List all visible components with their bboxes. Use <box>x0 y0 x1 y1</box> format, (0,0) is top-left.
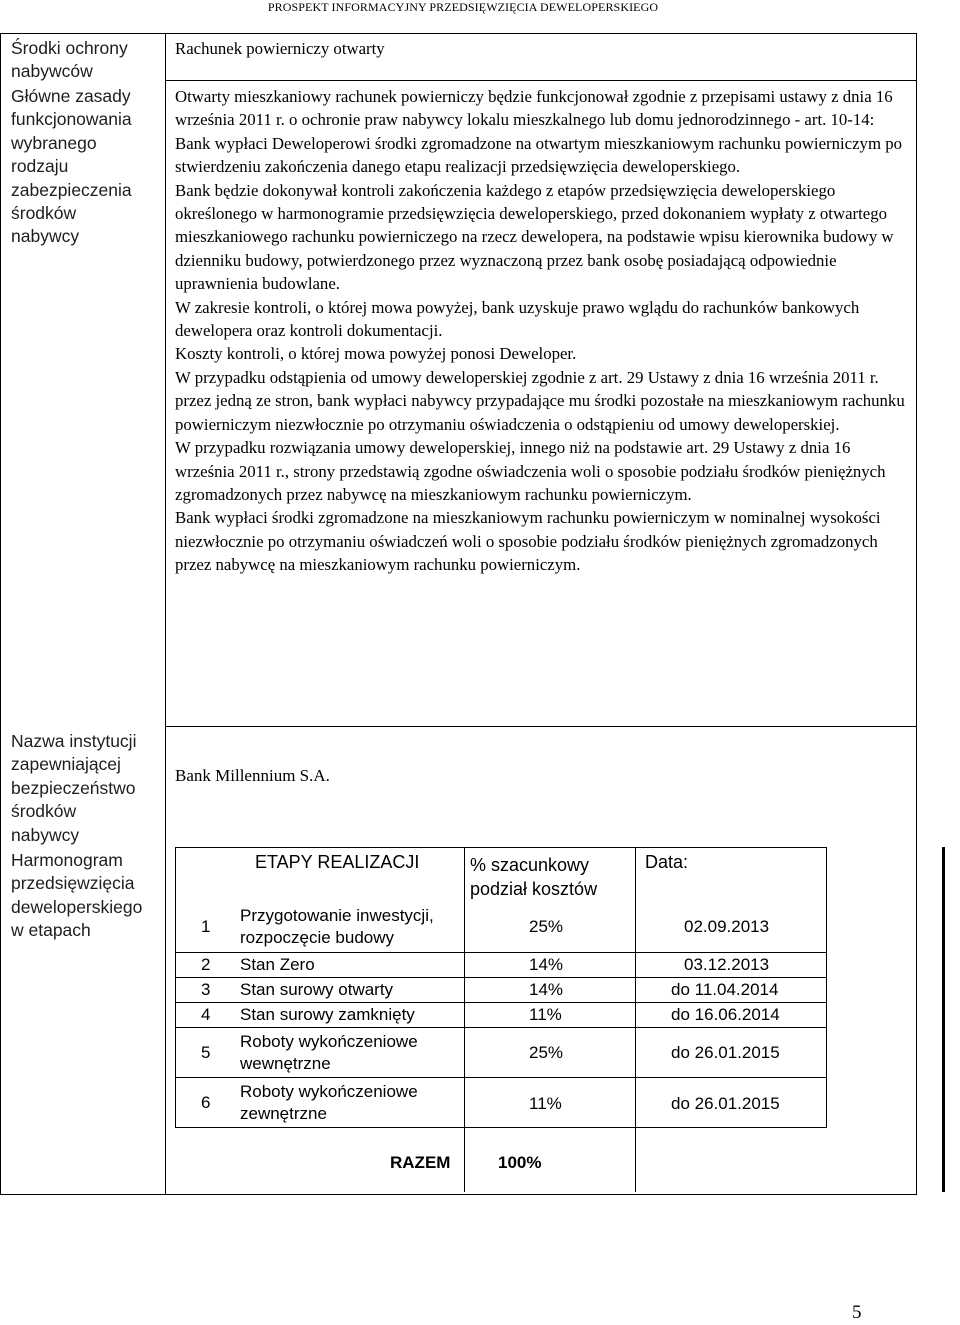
stages-table <box>175 847 945 1192</box>
stage-date: do 11.04.2014 <box>671 980 779 999</box>
stage-number: 6 <box>201 1093 211 1112</box>
label-rules: Główne zasady funkcjonowania wybranego rodzaju zabezpieczenia środków nabywcy <box>11 86 132 247</box>
paragraph: Bank wypłaci Deweloperowi środki zgromadzone na otwartym mieszkaniowym rachunku powierniczym po stwierdzeniu zakończenia danego etapu realizacji przedsięwzięcia deweloperskiego. <box>175 133 902 177</box>
stage-share: 14% <box>529 955 564 974</box>
stage-share: 25% <box>529 917 564 936</box>
grid-line <box>175 977 827 978</box>
stage-name: Przygotowanie inwestycji, <box>240 906 434 925</box>
stage-number: 4 <box>201 1005 211 1024</box>
paragraph: W przypadku rozwiązania umowy deweloperskiej, innego niż na podstawie art. 29 Ustawy z dnia 16 września 2011 r., strony przedstawią zgodne oświadczenia woli o sposobie podziału środków pieniężnych zgromadzonych przez nabywcę na mieszkaniowym rachunku powierniczym. <box>175 438 886 504</box>
grid-line <box>175 847 827 848</box>
stages-total-value: 100% <box>498 1153 542 1172</box>
stage-date: do 16.06.2014 <box>671 1005 780 1024</box>
stages-total-label: RAZEM <box>390 1153 451 1172</box>
paragraph: Otwarty mieszkaniowy rachunek powierniczy będzie funkcjonował zgodnie z przepisami ustawy z dnia 16 września 2011 r. o ochronie praw nabywcy lokalu mieszkalnego lub domu jednorodzinnego - art. 10-14: <box>175 87 893 130</box>
paragraph: Bank będzie dokonywał kontroli zakończenia każdego z etapów przedsięwzięcia deweloperskiego określonego w harmonogramie przedsięwzięcia deweloperskiego, przed dokonaniem wypłaty z otwartego mieszkaniowego rachunku powierniczego na rzecz dewelopera, na podstawie wpisu kierownika budowy w dzienniku budowy, potwierdzonego przez wyznaczoną przez bank osobę posiadającą odpowiednie uprawnienia budowlane. <box>175 180 894 294</box>
stage-date: do 26.01.2015 <box>671 1094 780 1113</box>
stages-header-date: Data: <box>645 852 689 872</box>
stage-number: 3 <box>201 980 211 999</box>
stage-name: zewnętrzne <box>240 1104 327 1123</box>
grid-line <box>175 1127 827 1128</box>
stages-header-stage: ETAPY REALIZACJI <box>255 852 420 872</box>
grid-line <box>175 952 827 953</box>
stages-header-share: podział kosztów <box>470 879 598 899</box>
stage-name: Stan surowy zamknięty <box>240 1005 415 1024</box>
paragraph: W przypadku odstąpienia od umowy deweloperskiej zgodnie z art. 29 Ustawy z dnia 16 września 2011 r. przez jedną ze stron, bank wypłaci nabywcy przypadające mu środki pozostałe na mieszkaniowym rachunku powierniczym niezwłocznie po otrzymaniu oświadczenia o odstąpieniu od umowy deweloperskiej. <box>175 367 905 434</box>
paragraph: Koszty kontroli, o której mowa powyżej ponosi Deweloper. <box>175 344 577 364</box>
row-divider <box>165 80 917 81</box>
paragraph: Bank wypłaci środki zgromadzone na mieszkaniowym rachunku powierniczym w nominalnej wysokości niezwłocznie po otrzymaniu oświadczeń woli o sposobie podziału środków pieniężnych zgromadzonych przez nabywcę na mieszkaniowym rachunku powierniczym. <box>175 508 881 575</box>
column-divider <box>165 33 166 1195</box>
grid-line <box>464 847 465 1192</box>
label-protection: Środki ochrony nabywców <box>11 38 128 82</box>
stage-date: do 26.01.2015 <box>671 1043 780 1062</box>
bank-name: Bank Millennium S.A. <box>175 766 330 785</box>
stage-share: 11% <box>529 1094 562 1113</box>
stage-name: Roboty wykończeniowe <box>240 1032 418 1051</box>
row-divider <box>165 726 917 727</box>
stage-name: rozpoczęcie budowy <box>240 928 395 947</box>
grid-line <box>942 847 945 1192</box>
stage-number: 5 <box>201 1043 211 1062</box>
stage-share: 11% <box>529 1005 562 1024</box>
grid-line <box>175 1002 827 1003</box>
grid-line <box>826 847 827 1127</box>
protection-value: Rachunek powierniczy otwarty <box>175 39 385 58</box>
stage-share: 25% <box>529 1043 564 1062</box>
rules-text <box>175 85 910 577</box>
document-header: PROSPEKT INFORMACYJNY PRZEDSIĘWZIĘCIA DEWELOPERSKIEGO <box>267 0 659 14</box>
grid-line <box>635 847 636 1192</box>
page-number: 5 <box>852 1302 862 1323</box>
label-institution: Nazwa instytucji zapewniającej bezpieczeństwo środków nabywcy <box>11 731 137 845</box>
grid-line <box>175 1027 827 1028</box>
stage-date: 03.12.2013 <box>684 955 770 974</box>
stage-number: 1 <box>201 917 211 936</box>
stage-name: Stan Zero <box>240 955 315 974</box>
grid-line <box>175 847 176 1127</box>
paragraph: W zakresie kontroli, o której mowa powyżej, bank uzyskuje prawo wglądu do rachunków bankowych dewelopera oraz kontroli dokumentacji. <box>175 297 860 341</box>
stage-number: 2 <box>201 955 211 974</box>
stage-name: Roboty wykończeniowe <box>240 1082 418 1101</box>
label-schedule: Harmonogram przedsięwzięcia deweloperskiego w etapach <box>11 850 143 941</box>
stages-header-share: % szacunkowy <box>470 855 590 875</box>
stage-name: wewnętrzne <box>240 1054 331 1073</box>
stage-name: Stan surowy otwarty <box>240 980 394 999</box>
stage-share: 14% <box>529 980 564 999</box>
grid-line <box>175 1077 827 1078</box>
stage-date: 02.09.2013 <box>684 917 770 936</box>
